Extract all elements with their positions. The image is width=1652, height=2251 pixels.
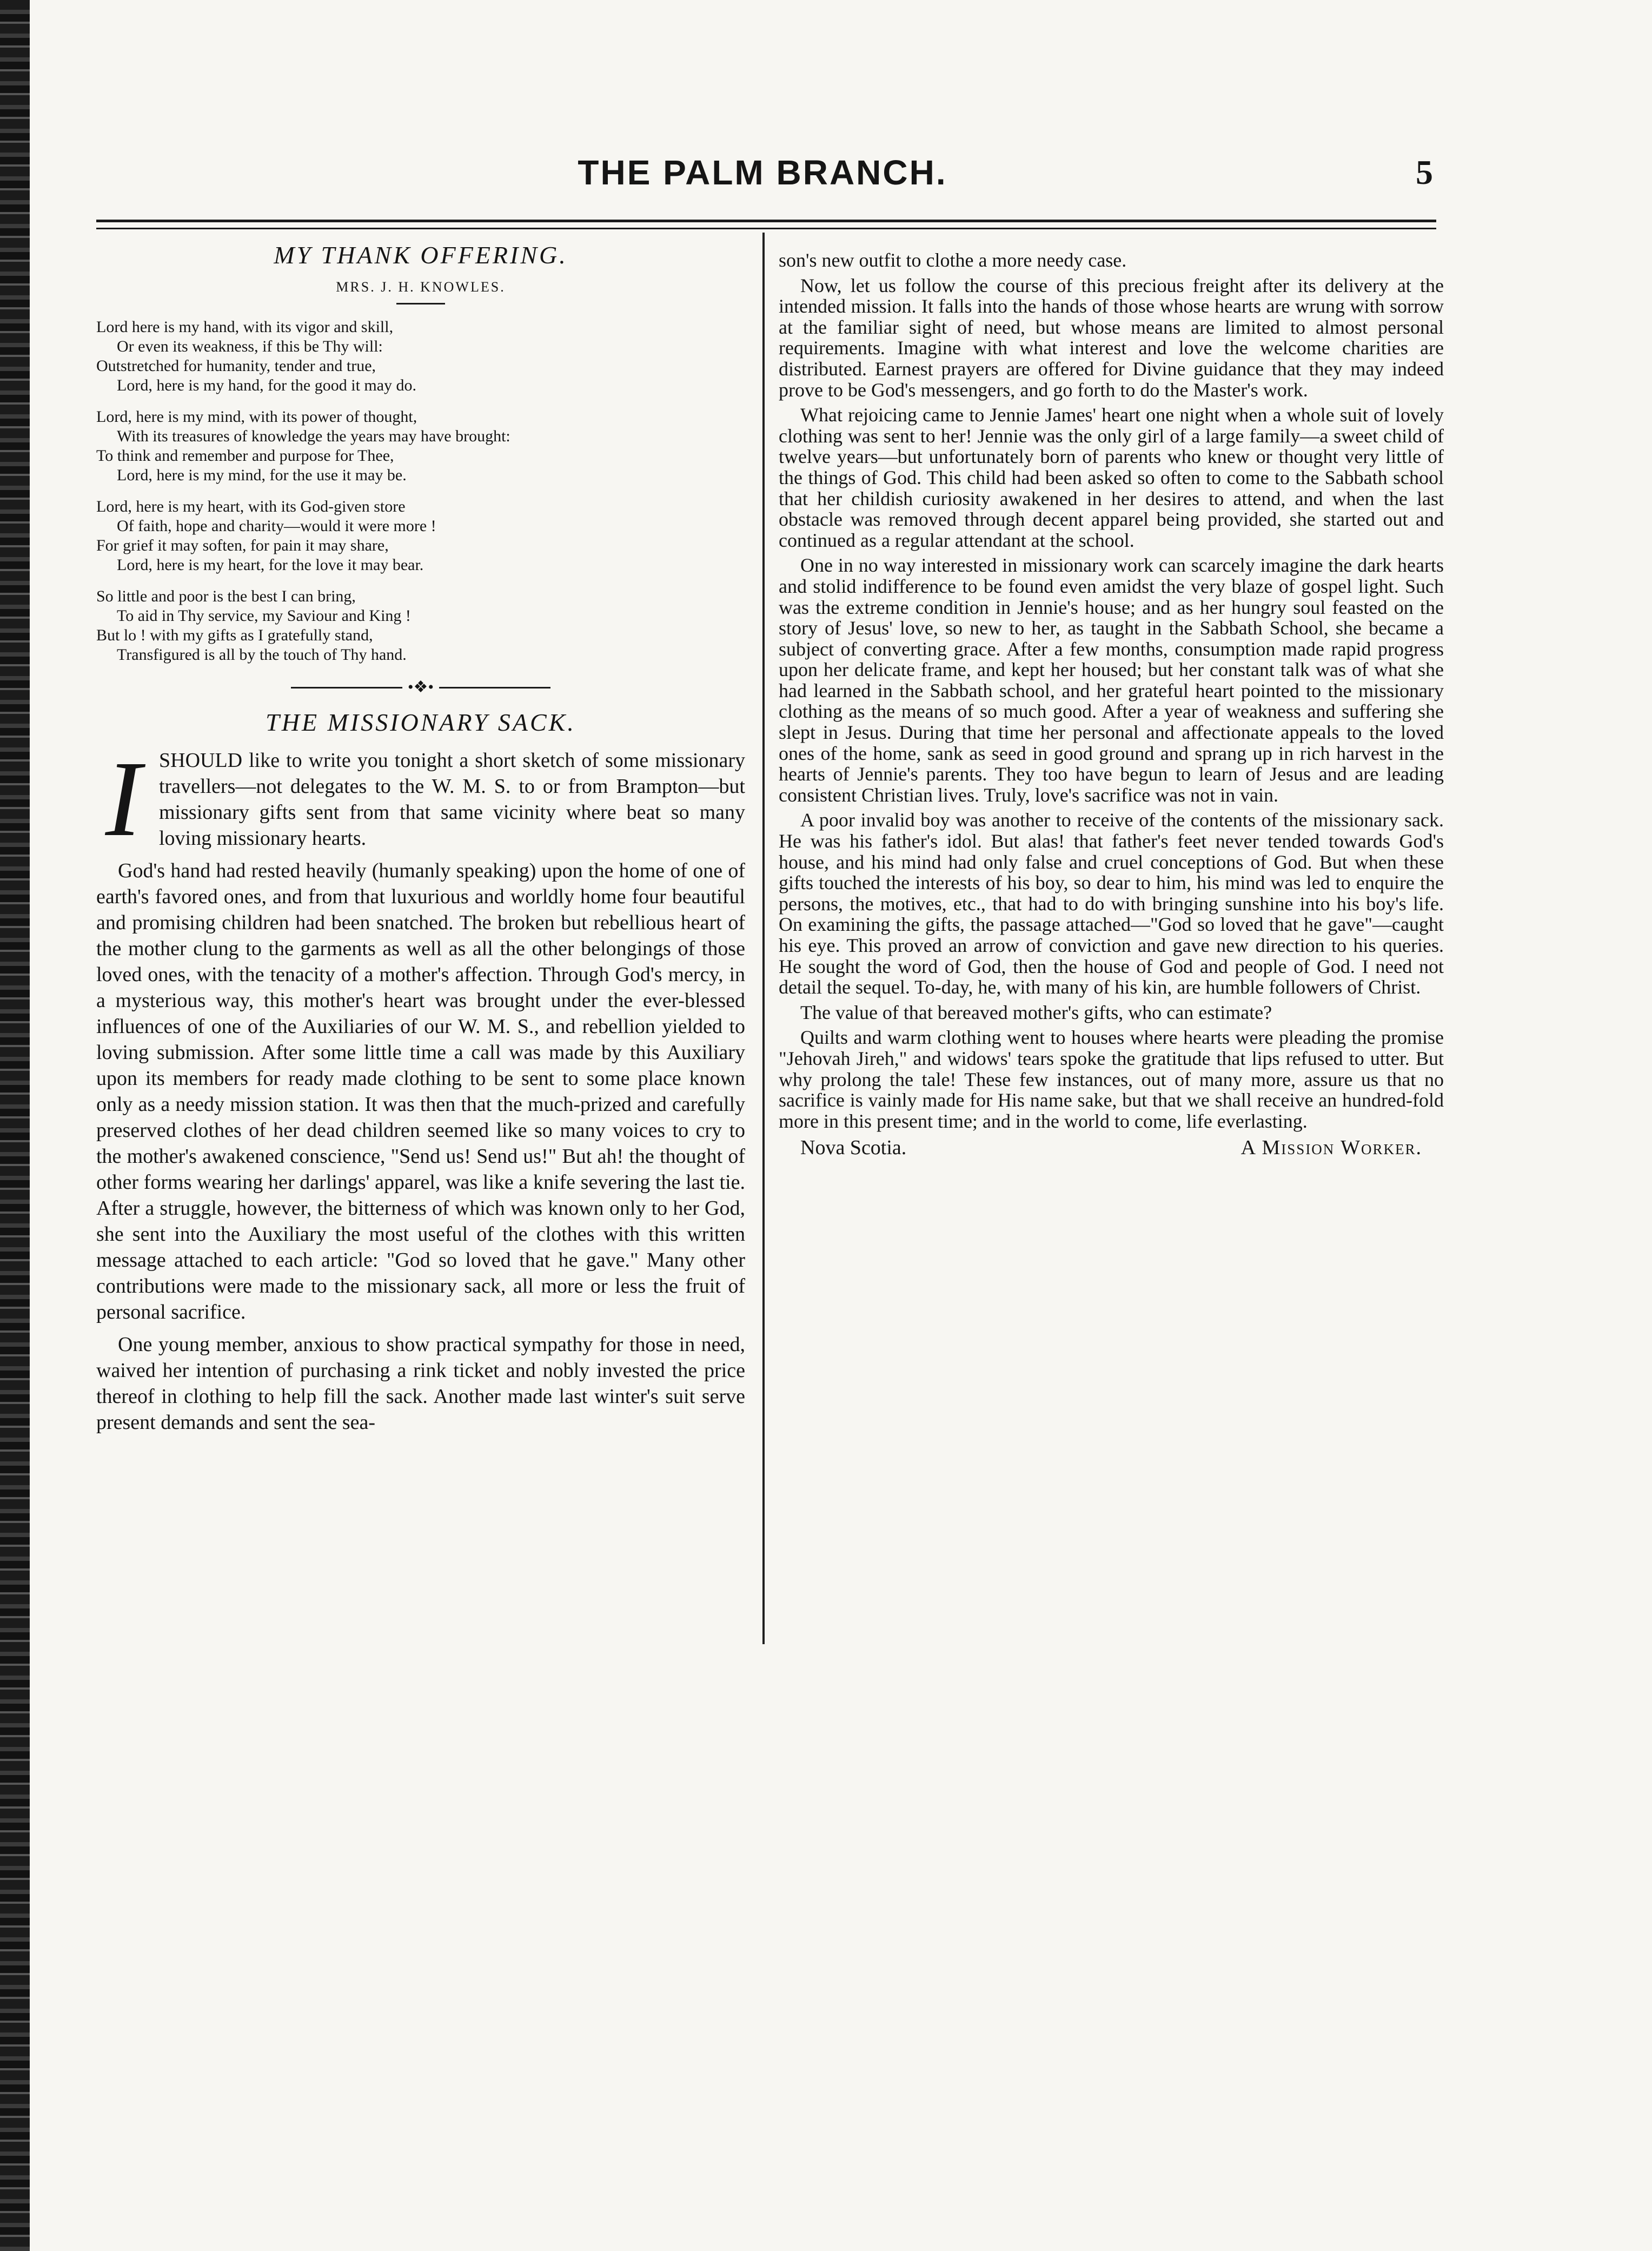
drop-cap: I <box>105 739 142 859</box>
verse-line: With its treasures of knowledge the years may have brought: <box>117 427 510 445</box>
article-paragraph: A poor invalid boy was another to receive of the contents of the missionary sack. He was his father's idol. But alas! that father's feet never tended towards God's house, and his mind had only false and cruel conceptions of God. But when these gifts touched the interests of his boy, so dear to him, his mind was led to enquire the persons, the motives, etc., that had to do with bringing sunshine into his boy's life. On examining the gifts, the passage attached—"God so loved that he gave"—caught his eye. This proved an arrow of conviction and gave new direction to his queries. He sought the word of God, then the house of God and people of God. I need not detail the sequel. To-day, he, with many of his kin, are humble followers of Christ. <box>779 809 1444 998</box>
verse-line: Lord, here is my mind, with its power of thought, <box>96 408 417 426</box>
header-rule <box>96 220 1436 229</box>
verse-line: Or even its weakness, if this be Thy will: <box>117 337 383 355</box>
page-number: 5 <box>1416 153 1433 191</box>
newspaper-page <box>81 124 1444 2207</box>
verse-line: To think and remember and purpose for Thee, <box>96 447 394 465</box>
article-title: THE MISSIONARY SACK. <box>266 709 576 736</box>
poem-author: MRS. J. H. KNOWLES. <box>96 279 745 304</box>
poem-stanza <box>96 317 745 395</box>
poem-stanza <box>96 587 745 665</box>
article-paragraph: What rejoicing came to Jennie James' heart one night when a whole suit of lovely clothing was sent to her! Jennie was the only girl of a large family—a sweet child of twelve years—but unfortunately born of parents who knew or thought very little of the things of God. This child had been asked so often to come to the Sabbath school that her childish curiosity awakened in her desires to attend, and when the last obstacle was removed through decent apparel being provided, she started out and continued as a regular attendant at the school. <box>779 404 1444 551</box>
article-signature <box>779 1136 1444 1160</box>
journal-title: THE PALM BRANCH. <box>578 153 947 192</box>
article-paragraph: One young member, anxious to show practical sympathy for those in need, waived her intention of purchasing a rink ticket and nobly invested the price thereof in clothing to help fill the sack. Another made last winter's suit serve present demands and sent the sea- <box>96 1333 745 1434</box>
verse-line: Of faith, hope and charity—would it were more ! <box>117 517 436 535</box>
article-paragraph: The value of that bereaved mother's gifts, who can estimate? <box>800 1001 1272 1023</box>
page-header <box>81 153 1444 201</box>
verse-line: To aid in Thy service, my Saviour and King ! <box>117 607 411 625</box>
column-divider <box>762 233 765 1644</box>
verse-line: Outstretched for humanity, tender and true, <box>96 357 376 375</box>
ornament-glyph: •❖• <box>402 678 439 697</box>
verse-line: So little and poor is the best I can bring, <box>96 587 356 605</box>
right-column <box>779 250 1444 1160</box>
verse-line: Transfigured is all by the touch of Thy hand. <box>117 646 407 664</box>
article-paragraph: son's new outfit to clothe a more needy case. <box>779 249 1127 271</box>
poem-stanza <box>96 497 745 575</box>
verse-line: Lord, here is my heart, with its God-given store <box>96 498 406 515</box>
article-paragraph: Quilts and warm clothing went to houses where hearts were pleading the promise "Jehovah Jireh," and widows' tears spoke the gratitude that lips refused to utter. But why prolong the tale! These few instances, out of many more, assure us that no sacrifice is vainly made for His name sake, but that we shall receive an hundred-fold more in this present time; and in the world to come, life everlasting. <box>779 1027 1444 1132</box>
verse-line: Lord, here is my mind, for the use it may be. <box>117 466 407 484</box>
signature-name: A Mission Worker. <box>1240 1136 1422 1160</box>
verse-line: Lord here is my hand, with its vigor and skill, <box>96 318 394 336</box>
verse-line: Lord, here is my heart, for the love it may bear. <box>117 556 424 574</box>
poem-stanza <box>96 407 745 485</box>
verse-line: For grief it may soften, for pain it may share, <box>96 537 389 554</box>
verse-line: But lo ! with my gifts as I gratefully stand, <box>96 626 373 644</box>
scanned-binding-edge <box>0 0 30 2251</box>
left-column <box>96 241 745 1442</box>
article-paragraph: God's hand had rested heavily (humanly speaking) upon the home of one of earth's favored ones, and from that luxurious and worldly home four beautiful and promising children had been snatched. The broken but rebellious heart of the mother clung to the garments as well as all the other belongings of those loved ones, with the tenacity of a mother's affection. Through God's mercy, in a mysterious way, this mother's heart was brought under the ever-blessed influences of one of the Auxiliaries of our W. M. S., and rebellion yielded to loving submission. After some little time a call was made by this Auxiliary upon its members for ready made clothing to be sent to some place known only as a needy mission station. It was then that the much-prized and carefully preserved clothes of her dead children seemed like so many voices to cry to the mother's awakened conscience, "Send us! Send us!" But ah! the thought of other forms wearing her darlings' apparel, was like a knife severing the last tie. After a struggle, however, the bitterness of which was known only to her God, she sent into the Auxiliary the most useful of the clothes with this written message attached to each article: "God so loved that he gave." Many other contributions were made to the missionary sack, all more or less the fruit of personal sacrifice. <box>96 859 745 1323</box>
signature-place: Nova Scotia. <box>800 1136 907 1160</box>
article-paragraph: Now, let us follow the course of this precious freight after its delivery at the intended mission. It falls into the hands of those whose hearts are wrung with sorrow at the familiar sight of need, but whose means are limited to almost personal requirements. Imagine with what interest and love the welcome charities are distributed. Earnest prayers are offered for Divine guidance that they may indeed prove to be God's messengers, and go forth to do the Master's work. <box>779 274 1444 401</box>
section-ornament <box>96 677 745 698</box>
paragraph-text: SHOULD like to write you tonight a short sketch of some missionary travellers—not delegates to the W. M. S. to or from Brampton—but missionary gifts sent from that same vicinity where beat so many loving missionary hearts. <box>159 749 745 850</box>
poem-title: MY THANK OFFERING. <box>274 241 568 269</box>
verse-line: Lord, here is my hand, for the good it may do. <box>117 376 417 394</box>
article-paragraph: One in no way interested in missionary work can scarcely imagine the dark hearts and stolid indifference to be found even amidst the very blaze of gospel light. Such was the extreme condition in Jennie's house; and as her hungry soul feasted on the story of Jesus' love, so new to her, as taught in the Sabbath School, she became a subject of converting grace. After a few months, consumption made rapid progress upon her delicate frame, and kept her housed; but her constant talk was of what she had learned in the Sabbath school, and her grateful heart pointed to the missionary clothing as the means of so much good. After a year of weakness and suffering she slept in Jesus. During that time her personal and affectionate appeals to the loved ones of the home, sank as seed in good ground and sprang up in rich harvest in the hearts of Jennie's parents. They too have begun to learn of Jesus and are leading consistent Christian lives. Truly, love's sacrifice was not in vain. <box>779 554 1444 806</box>
article-paragraph <box>96 739 745 859</box>
